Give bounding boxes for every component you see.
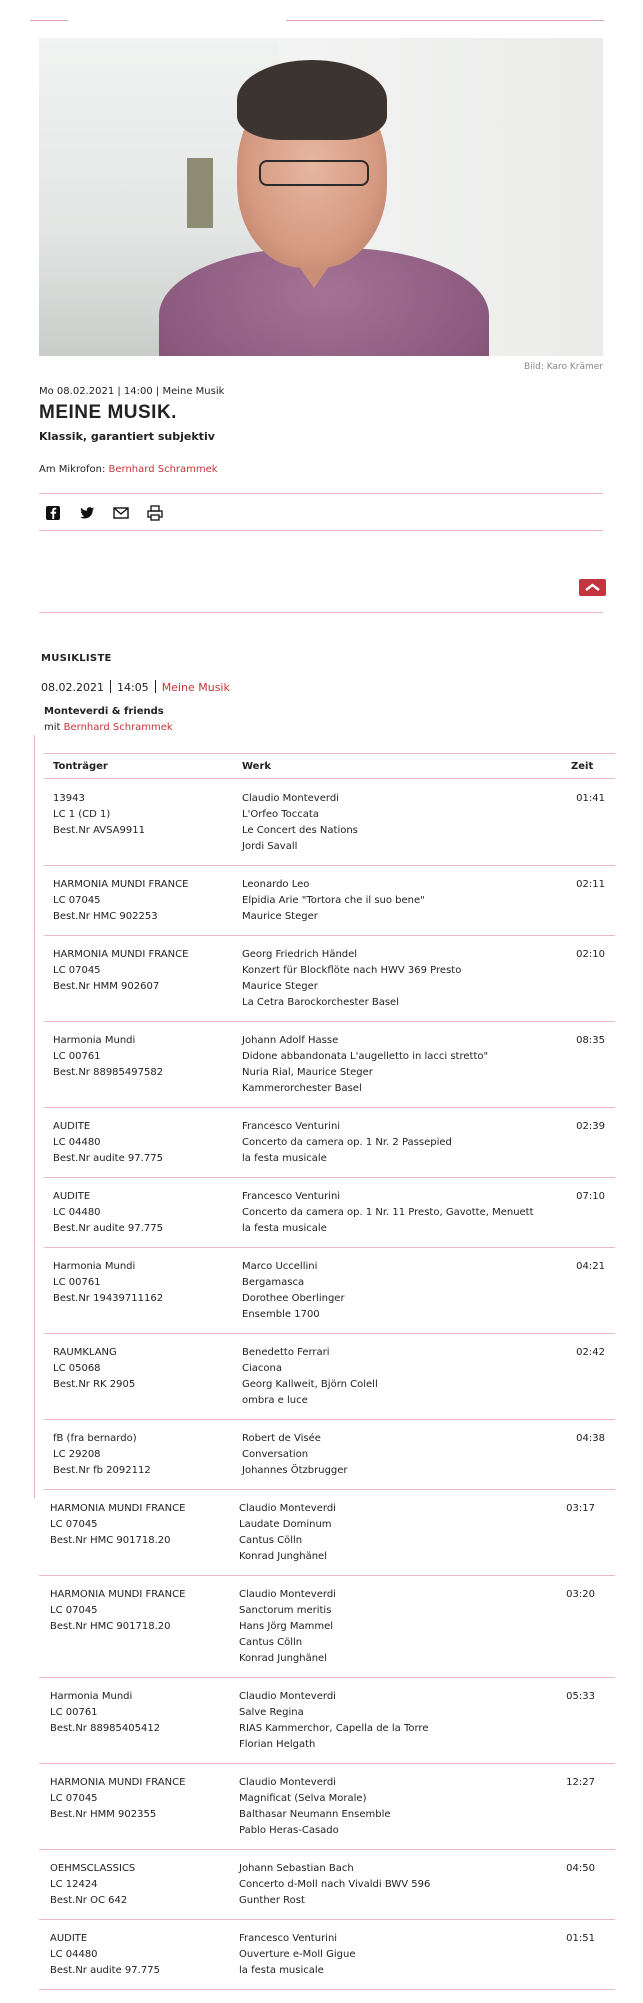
print-icon[interactable] [146,504,164,522]
work-line: Francesco Venturini [242,1121,341,1132]
show-host [44,722,173,733]
musiclist-meta [41,680,230,694]
carrier-line: 13943 [53,793,85,804]
cell-carrier [50,1587,185,1635]
share-bar [44,504,164,522]
table-row [39,1490,615,1576]
list-accent-bar [34,735,35,1498]
work-line: la festa musicale [239,1965,324,1976]
header-time: Zeit [571,761,594,772]
work-line: Johannes Ötzbrugger [242,1465,348,1476]
work-line: Salve Regina [239,1707,304,1718]
carrier-line: HARMONIA MUNDI FRANCE [50,1589,186,1600]
cell-work [242,791,358,855]
work-line: Georg Friedrich Händel [242,949,358,960]
cell-time: 05:33 [566,1691,595,1702]
cell-carrier [53,791,145,839]
work-line: Robert de Visée [242,1433,321,1444]
carrier-line: LC 00761 [50,1707,98,1718]
work-line: Bergamasca [242,1277,305,1288]
table-row [44,1334,615,1420]
carrier-line: Best.Nr OC 642 [50,1895,128,1906]
work-line: Francesco Venturini [239,1933,338,1944]
work-line: RIAS Kammerchor, Capella de la Torre [239,1723,429,1734]
work-line: Maurice Steger [242,911,318,922]
cell-carrier [50,1861,135,1909]
carrier-line: LC 07045 [50,1605,98,1616]
carrier-line: HARMONIA MUNDI FRANCE [53,949,189,960]
cell-work [242,947,461,1011]
carrier-line: LC 04480 [50,1949,98,1960]
mail-icon[interactable] [112,504,130,522]
show-title: Monteverdi & friends [44,706,164,717]
work-line: Cantus Cölln [239,1535,303,1546]
table-row [44,1022,615,1108]
carrier-line: Best.Nr HMC 901718.20 [50,1535,171,1546]
cell-work [239,1775,391,1839]
page-title: MEINE MUSIK. [39,402,177,423]
cell-time: 02:10 [576,949,605,960]
carrier-line: LC 04480 [53,1137,101,1148]
cell-carrier [50,1501,185,1549]
work-line: Florian Helgath [239,1739,316,1750]
work-line: la festa musicale [242,1153,327,1164]
cell-carrier [53,1345,135,1393]
carrier-line: fB (fra bernardo) [53,1433,137,1444]
work-line: Francesco Venturini [242,1191,341,1202]
show-host-link[interactable]: Bernhard Schrammek [63,722,173,733]
carrier-line: Best.Nr HMM 902355 [50,1809,157,1820]
work-line: la festa musicale [242,1223,327,1234]
work-line: Concerto da camera op. 1 Nr. 2 Passepied [242,1137,452,1148]
work-line: Claudio Monteverdi [239,1503,336,1514]
table-row [39,1764,615,1850]
table-row [39,1576,615,1678]
work-line: Magnificat (Selva Morale) [239,1793,367,1804]
carrier-line: LC 12424 [50,1879,98,1890]
work-line: Kammerorchester Basel [242,1083,362,1094]
carrier-line: AUDITE [50,1933,88,1944]
carrier-line: Harmonia Mundi [53,1261,136,1272]
cell-work [242,1259,345,1323]
cell-work [242,877,425,925]
photo-credit: Bild: Karo Krämer [523,362,603,372]
cell-carrier [50,1775,185,1823]
cell-time: 02:11 [576,879,605,890]
cell-carrier [53,947,188,995]
work-line: Cantus Cölln [239,1637,303,1648]
cell-time: 08:35 [576,1035,605,1046]
work-line: Balthasar Neumann Ensemble [239,1809,391,1820]
cell-carrier [53,1259,163,1307]
carrier-line: Best.Nr 88985497582 [53,1067,164,1078]
cell-time: 01:51 [566,1933,595,1944]
cell-time: 04:21 [576,1261,605,1272]
carrier-line: LC 07045 [53,965,101,976]
facebook-icon[interactable] [44,504,62,522]
cell-time: 03:17 [566,1503,595,1514]
work-line: Ouverture e-Moll Gigue [239,1949,356,1960]
carrier-line: Best.Nr HMC 902253 [53,911,158,922]
cell-time: 02:42 [576,1347,605,1358]
work-line: Maurice Steger [242,981,318,992]
with-label: mit [44,722,61,733]
cell-work [239,1501,336,1565]
table-row [39,1678,615,1764]
carrier-line: AUDITE [53,1121,91,1132]
carrier-line: Best.Nr RK 2905 [53,1379,136,1390]
work-line: Gunther Rost [239,1895,305,1906]
cell-work [239,1587,336,1667]
work-line: Georg Kallweit, Björn Colell [242,1379,378,1390]
back-to-top-button[interactable] [579,579,606,596]
table-row [44,1178,615,1248]
carrier-line: RAUMKLANG [53,1347,117,1358]
cell-carrier [50,1931,160,1979]
carrier-line: LC 00761 [53,1277,101,1288]
cell-work [242,1345,378,1409]
mic-label: Am Mikrofon: [39,464,106,475]
table-row [44,936,615,1022]
carrier-line: HARMONIA MUNDI FRANCE [50,1503,186,1514]
work-line: Johann Adolf Hasse [242,1035,339,1046]
top-divider-right [286,20,604,21]
work-line: Leonardo Leo [242,879,310,890]
cell-carrier [53,877,188,925]
cell-work [239,1931,355,1979]
carrier-line: Best.Nr audite 97.775 [53,1223,163,1234]
work-line: Didone abbandonata L'augelletto in lacci stretto" [242,1051,489,1062]
work-line: Sanctorum meritis [239,1605,332,1616]
work-line: Ciacona [242,1363,282,1374]
cell-work [239,1861,430,1909]
work-line: Johann Sebastian Bach [239,1863,354,1874]
work-line: Nuria Rial, Maurice Steger [242,1067,373,1078]
carrier-line: Best.Nr HMM 902607 [53,981,160,992]
cell-carrier [50,1689,160,1737]
carrier-line: Best.Nr 88985405412 [50,1723,161,1734]
carrier-line: Best.Nr audite 97.775 [53,1153,163,1164]
table-row [44,780,615,866]
carrier-line: LC 07045 [50,1519,98,1530]
work-line: Le Concert des Nations [242,825,358,836]
broadcast-meta: Mo 08.02.2021 | 14:00 | Meine Musik [39,386,225,397]
table-header [44,753,615,779]
work-line: Claudio Monteverdi [239,1777,336,1788]
work-line: Concerto da camera op. 1 Nr. 11 Presto, Gavotte, Menuett [242,1207,534,1218]
carrier-line: OEHMSCLASSICS [50,1863,136,1874]
host-link[interactable]: Bernhard Schrammek [108,464,218,475]
carrier-line: LC 1 (CD 1) [53,809,111,820]
table-row [39,1920,615,1990]
work-line: Benedetto Ferrari [242,1347,330,1358]
work-line: Concerto d-Moll nach Vivaldi BWV 596 [239,1879,431,1890]
work-line: Claudio Monteverdi [242,793,339,804]
carrier-line: LC 07045 [50,1793,98,1804]
header-work: Werk [242,761,272,772]
work-line: Konrad Junghänel [239,1551,327,1562]
cell-time: 03:20 [566,1589,595,1600]
work-line: Claudio Monteverdi [239,1691,336,1702]
carrier-line: HARMONIA MUNDI FRANCE [50,1777,186,1788]
musiclist-time: 14:05 [116,681,149,694]
carrier-line: Best.Nr fb 2092112 [53,1465,151,1476]
table-row [44,866,615,936]
table-row [44,1248,615,1334]
work-line: L'Orfeo Toccata [242,809,319,820]
carrier-line: Best.Nr 19439711162 [53,1293,164,1304]
cell-time: 12:27 [566,1777,595,1788]
carrier-line: Harmonia Mundi [53,1035,136,1046]
microphone-credit [39,464,218,475]
table-row [44,1420,615,1490]
work-line: Hans Jörg Mammel [239,1621,334,1632]
cell-carrier [53,1119,163,1167]
carrier-line: LC 00761 [53,1051,101,1062]
work-line: Pablo Heras-Casado [239,1825,339,1836]
work-line: La Cetra Barockorchester Basel [242,997,399,1008]
cell-work [242,1431,348,1479]
top-divider-left [30,20,68,21]
program-link[interactable]: Meine Musik [161,681,230,694]
cell-work [242,1119,452,1167]
carrier-line: Best.Nr HMC 901718.20 [50,1621,171,1632]
share-divider-bottom [39,530,603,531]
cell-time: 02:39 [576,1121,605,1132]
carrier-line: AUDITE [53,1191,91,1202]
work-line: Laudate Dominum [239,1519,332,1530]
musiclist-heading: MUSIKLISTE [41,653,112,664]
cell-time: 04:38 [576,1433,605,1444]
page-subtitle: Klassik, garantiert subjektiv [39,430,215,443]
carrier-line: Best.Nr audite 97.775 [50,1965,160,1976]
header-carrier: Tonträger [53,761,108,772]
carrier-line: LC 29208 [53,1449,101,1460]
work-line: Ensemble 1700 [242,1309,320,1320]
cell-work [242,1189,534,1237]
work-line: Claudio Monteverdi [239,1589,336,1600]
cell-time: 04:50 [566,1863,595,1874]
work-line: Jordi Savall [242,841,298,852]
cell-work [239,1689,428,1753]
cell-time: 01:41 [576,793,605,804]
share-divider-top [39,493,603,494]
carrier-line: Best.Nr AVSA9911 [53,825,145,836]
cell-time: 07:10 [576,1191,605,1202]
carrier-line: LC 05068 [53,1363,101,1374]
work-line: Konzert für Blockflöte nach HWV 369 Presto [242,965,462,976]
cell-carrier [53,1431,151,1479]
work-line: Konrad Junghänel [239,1653,327,1664]
carrier-line: LC 07045 [53,895,101,906]
cell-carrier [53,1033,163,1081]
work-line: Marco Uccellini [242,1261,318,1272]
carrier-line: HARMONIA MUNDI FRANCE [53,879,189,890]
cell-carrier [53,1189,163,1237]
work-line: Dorothee Oberlinger [242,1293,345,1304]
carrier-line: LC 04480 [53,1207,101,1218]
work-line: Conversation [242,1449,309,1460]
table-row [39,1850,615,1920]
cell-work [242,1033,488,1097]
work-line: Elpidia Arie "Tortora che il suo bene" [242,895,425,906]
twitter-icon[interactable] [78,504,96,522]
table-row [44,1108,615,1178]
work-line: ombra e luce [242,1395,308,1406]
section-divider [39,612,603,613]
carrier-line: Harmonia Mundi [50,1691,133,1702]
host-portrait-photo [39,38,603,356]
musiclist-date: 08.02.2021 [41,681,104,694]
